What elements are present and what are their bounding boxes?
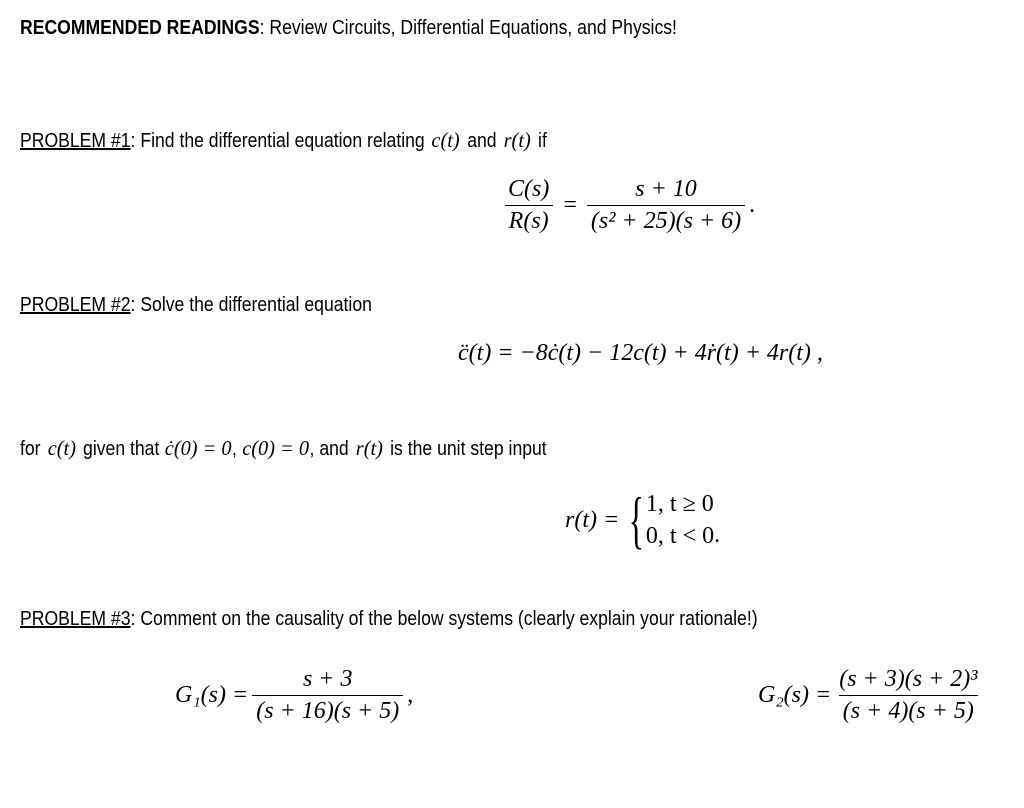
period: . bbox=[714, 521, 721, 548]
case-1: 1, t ≥ 0 bbox=[645, 491, 714, 517]
rhs-numerator: s + 10 bbox=[635, 176, 697, 202]
unit-step-lhs: r(t) = bbox=[565, 506, 620, 533]
problem-1-label: PROBLEM #1 bbox=[20, 130, 131, 152]
left-brace-icon: { bbox=[628, 484, 645, 555]
g2-lhs: G₂(s) = bbox=[758, 682, 832, 708]
problem-2-conditions bbox=[20, 436, 547, 461]
unit-step-definition bbox=[565, 484, 721, 555]
problem-2-text: : Solve the differential equation bbox=[130, 294, 372, 316]
text-given: given that bbox=[83, 438, 160, 460]
text-unit-step: is the unit step input bbox=[390, 438, 547, 460]
g2-denominator: (s + 4)(s + 5) bbox=[839, 695, 978, 725]
comma: , bbox=[231, 438, 237, 460]
differential-equation-text: c̈(t) = −8ċ(t) − 12c(t) + 4ṙ(t) + 4r(t) , bbox=[458, 340, 823, 366]
readings-text: : Review Circuits, Differential Equations, and Physics! bbox=[259, 17, 677, 39]
case-2: 0, t < 0 bbox=[645, 523, 715, 549]
math-r: r(t) bbox=[503, 128, 531, 152]
math-c: c(t) bbox=[47, 436, 76, 460]
g1-lhs: G₁(s) = bbox=[175, 682, 249, 708]
g2-equation bbox=[758, 666, 985, 725]
readings-heading: RECOMMENDED READINGS bbox=[20, 17, 260, 39]
rhs-denominator: (s² + 25)(s + 6) bbox=[587, 205, 745, 235]
lhs-numerator: C(s) bbox=[508, 176, 550, 202]
g1-equation bbox=[175, 666, 413, 725]
problem-2-label: PROBLEM #2 bbox=[20, 294, 131, 316]
differential-equation bbox=[458, 340, 823, 367]
text-if: if bbox=[538, 130, 547, 152]
math-r: r(t) bbox=[355, 436, 383, 460]
g2-numerator: (s + 3)(s + 2)³ bbox=[839, 666, 978, 692]
problem-3-label: PROBLEM #3 bbox=[20, 608, 131, 630]
problem-1-statement bbox=[20, 128, 547, 153]
g1-denominator: (s + 16)(s + 5) bbox=[252, 695, 403, 725]
problem-3-text: : Comment on the causality of the below systems (clearly explain your rationale!) bbox=[130, 608, 758, 630]
text-and: and bbox=[467, 130, 497, 152]
initial-condition-2: c(0) = 0 bbox=[242, 436, 310, 460]
transfer-function-equation bbox=[500, 176, 755, 235]
problem-1-text: : Find the differential equation relating bbox=[130, 130, 425, 152]
initial-condition-1: ċ(0) = 0 bbox=[164, 436, 232, 460]
comma: , bbox=[407, 682, 414, 708]
recommended-readings bbox=[20, 17, 677, 40]
text-for: for bbox=[20, 438, 41, 460]
equals-sign: = bbox=[563, 192, 577, 218]
text-and: , and bbox=[309, 438, 349, 460]
lhs-denominator: R(s) bbox=[505, 205, 553, 235]
math-c: c(t) bbox=[431, 128, 461, 152]
period: . bbox=[749, 192, 756, 218]
g1-numerator: s + 3 bbox=[302, 666, 353, 692]
problem-2-statement bbox=[20, 294, 372, 317]
problem-3-statement bbox=[20, 608, 758, 631]
